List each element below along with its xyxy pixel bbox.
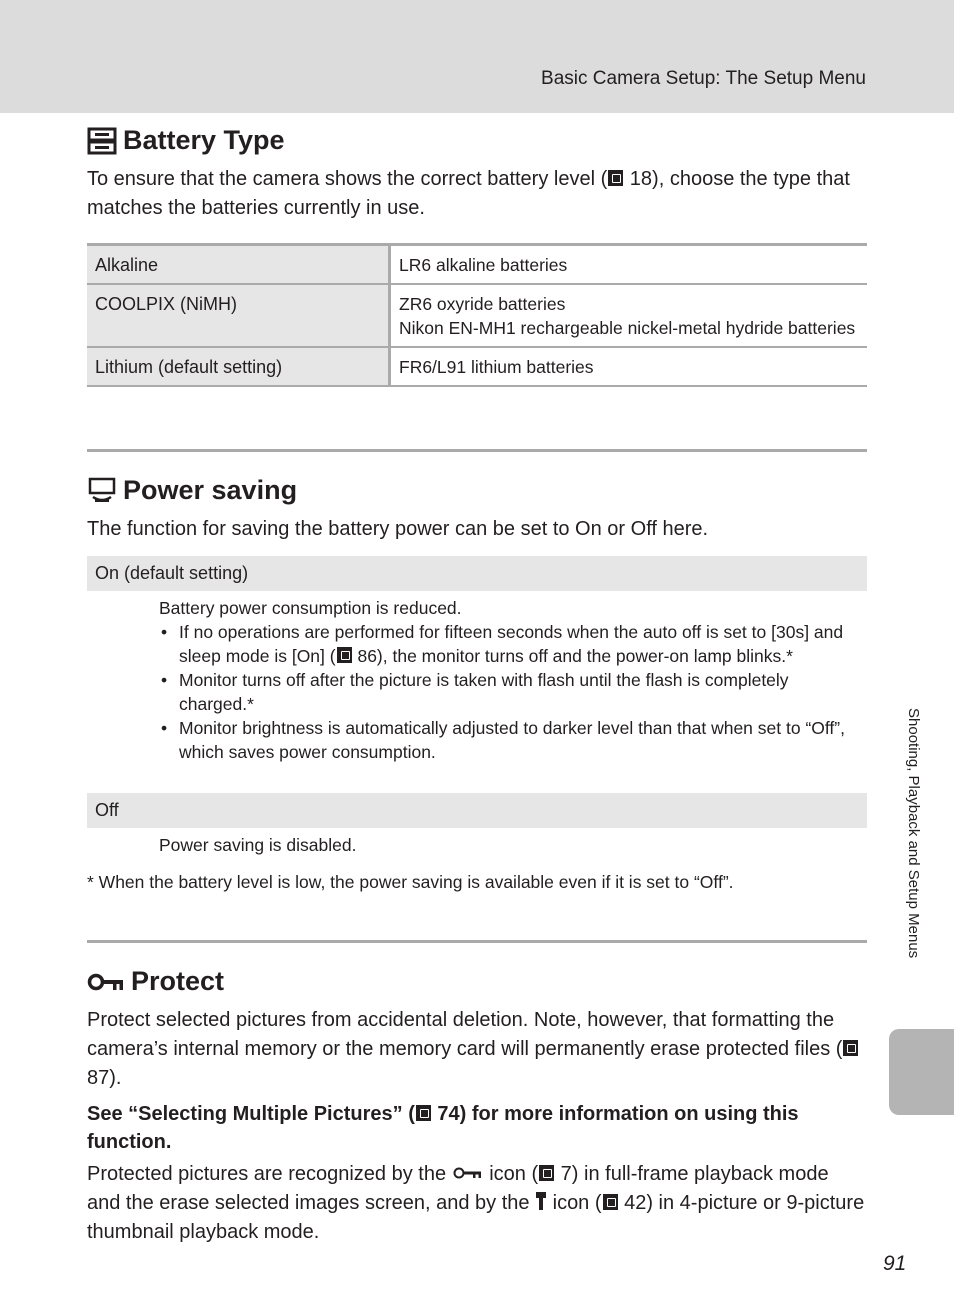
protect-heading bbox=[87, 966, 224, 997]
off-setting-description: Power saving is disabled. bbox=[159, 835, 357, 855]
bullet-text-b: 86), the monitor turns off and the power-on lamp blinks.* bbox=[352, 646, 793, 666]
power-saving-heading bbox=[87, 475, 297, 506]
on-desc-text: Battery power consumption is reduced. bbox=[159, 598, 462, 618]
table-row bbox=[87, 347, 867, 386]
page-ref-icon bbox=[608, 170, 623, 186]
page-number: 91 bbox=[883, 1252, 907, 1275]
battery-key: COOLPIX (NiMH) bbox=[87, 284, 390, 347]
bold-text-b: 74) for more information on using this function. bbox=[87, 1103, 799, 1153]
battery-type-intro bbox=[87, 165, 867, 223]
intro-text-a: To ensure that the camera shows the correct battery level ( bbox=[87, 168, 608, 190]
battery-value bbox=[390, 347, 868, 386]
p2-text-c: 7) in full-frame playback mode and the erase selected images screen, and by the bbox=[87, 1163, 829, 1214]
battery-value bbox=[390, 284, 868, 347]
page-ref-icon bbox=[337, 647, 352, 663]
protect-title: Protect bbox=[131, 966, 225, 996]
power-saving-icon bbox=[87, 477, 117, 505]
bullet-text-a: If no operations are performed for fifteen seconds when the auto off is set to [30s] and sleep mode is [On] ( bbox=[179, 622, 844, 666]
section-divider bbox=[87, 449, 867, 452]
battery-key: Lithium (default setting) bbox=[87, 347, 390, 386]
battery-type-heading bbox=[87, 125, 285, 156]
battery-type-table bbox=[87, 243, 867, 387]
p1-text-b: 87). bbox=[87, 1067, 122, 1089]
list-item: • Monitor turns off after the picture is taken with flash until the flash is completely charged.* bbox=[159, 668, 859, 716]
footnote: * When the battery level is low, the power saving is available even if it is set to “Off”. bbox=[87, 872, 734, 892]
table-row bbox=[87, 245, 867, 285]
p2-text-e: 42) in 4-picture or 9-picture thumbnail playback mode. bbox=[87, 1192, 865, 1243]
side-section-label: Shooting, Playback and Setup Menus bbox=[905, 708, 922, 959]
table-row bbox=[87, 284, 867, 347]
protect-key-icon bbox=[87, 968, 125, 996]
intro-text-b: 18), choose the type that matches the batteries currently in use. bbox=[87, 168, 850, 219]
section-tab bbox=[889, 1029, 954, 1115]
battery-type-icon bbox=[87, 127, 117, 155]
header-title: Basic Camera Setup: The Setup Menu bbox=[541, 68, 866, 89]
list-item: • Monitor brightness is automatically adjusted to darker level than that when set to “Off”, which saves power consumption. bbox=[159, 716, 859, 764]
section-divider bbox=[87, 940, 867, 943]
page-ref-icon bbox=[416, 1105, 431, 1121]
power-saving-intro: The function for saving the battery power can be set to On or Off here. bbox=[87, 518, 709, 540]
page-header bbox=[0, 0, 954, 113]
value-line: ZR6 oxyride batteries bbox=[399, 294, 566, 314]
page-ref-icon bbox=[843, 1040, 858, 1056]
value-line: Nikon EN-MH1 rechargeable nickel-metal hydride batteries bbox=[399, 318, 856, 338]
battery-type-title: Battery Type bbox=[123, 125, 285, 155]
p2-text-a: Protected pictures are recognized by the bbox=[87, 1163, 452, 1185]
bold-text-a: See “Selecting Multiple Pictures” ( bbox=[87, 1103, 415, 1125]
thumbnail-protect-icon bbox=[535, 1191, 547, 1211]
p2-text-d: icon ( bbox=[547, 1192, 602, 1214]
protect-see-also bbox=[87, 1100, 867, 1156]
battery-key: Alkaline bbox=[87, 245, 390, 285]
on-bullet-list bbox=[159, 620, 859, 764]
protect-key-icon bbox=[452, 1164, 484, 1182]
page-ref-icon bbox=[539, 1165, 554, 1181]
on-setting-label: On (default setting) bbox=[87, 556, 867, 591]
protect-paragraph-2 bbox=[87, 1160, 867, 1247]
protect-paragraph-1 bbox=[87, 1006, 867, 1093]
p2-text-b: icon ( bbox=[483, 1163, 539, 1185]
off-setting-label: Off bbox=[87, 793, 867, 828]
on-setting-description bbox=[159, 596, 859, 764]
page-ref-icon bbox=[603, 1194, 618, 1210]
battery-value bbox=[390, 245, 868, 285]
power-saving-title: Power saving bbox=[123, 475, 298, 505]
value-line: LR6 alkaline batteries bbox=[399, 255, 568, 275]
list-item bbox=[159, 620, 859, 668]
p1-text-a: Protect selected pictures from accidental deletion. Note, however, that formatting the camera’s internal memory or the memory card will permanently erase protected files ( bbox=[87, 1009, 843, 1060]
value-line: FR6/L91 lithium batteries bbox=[399, 357, 594, 377]
